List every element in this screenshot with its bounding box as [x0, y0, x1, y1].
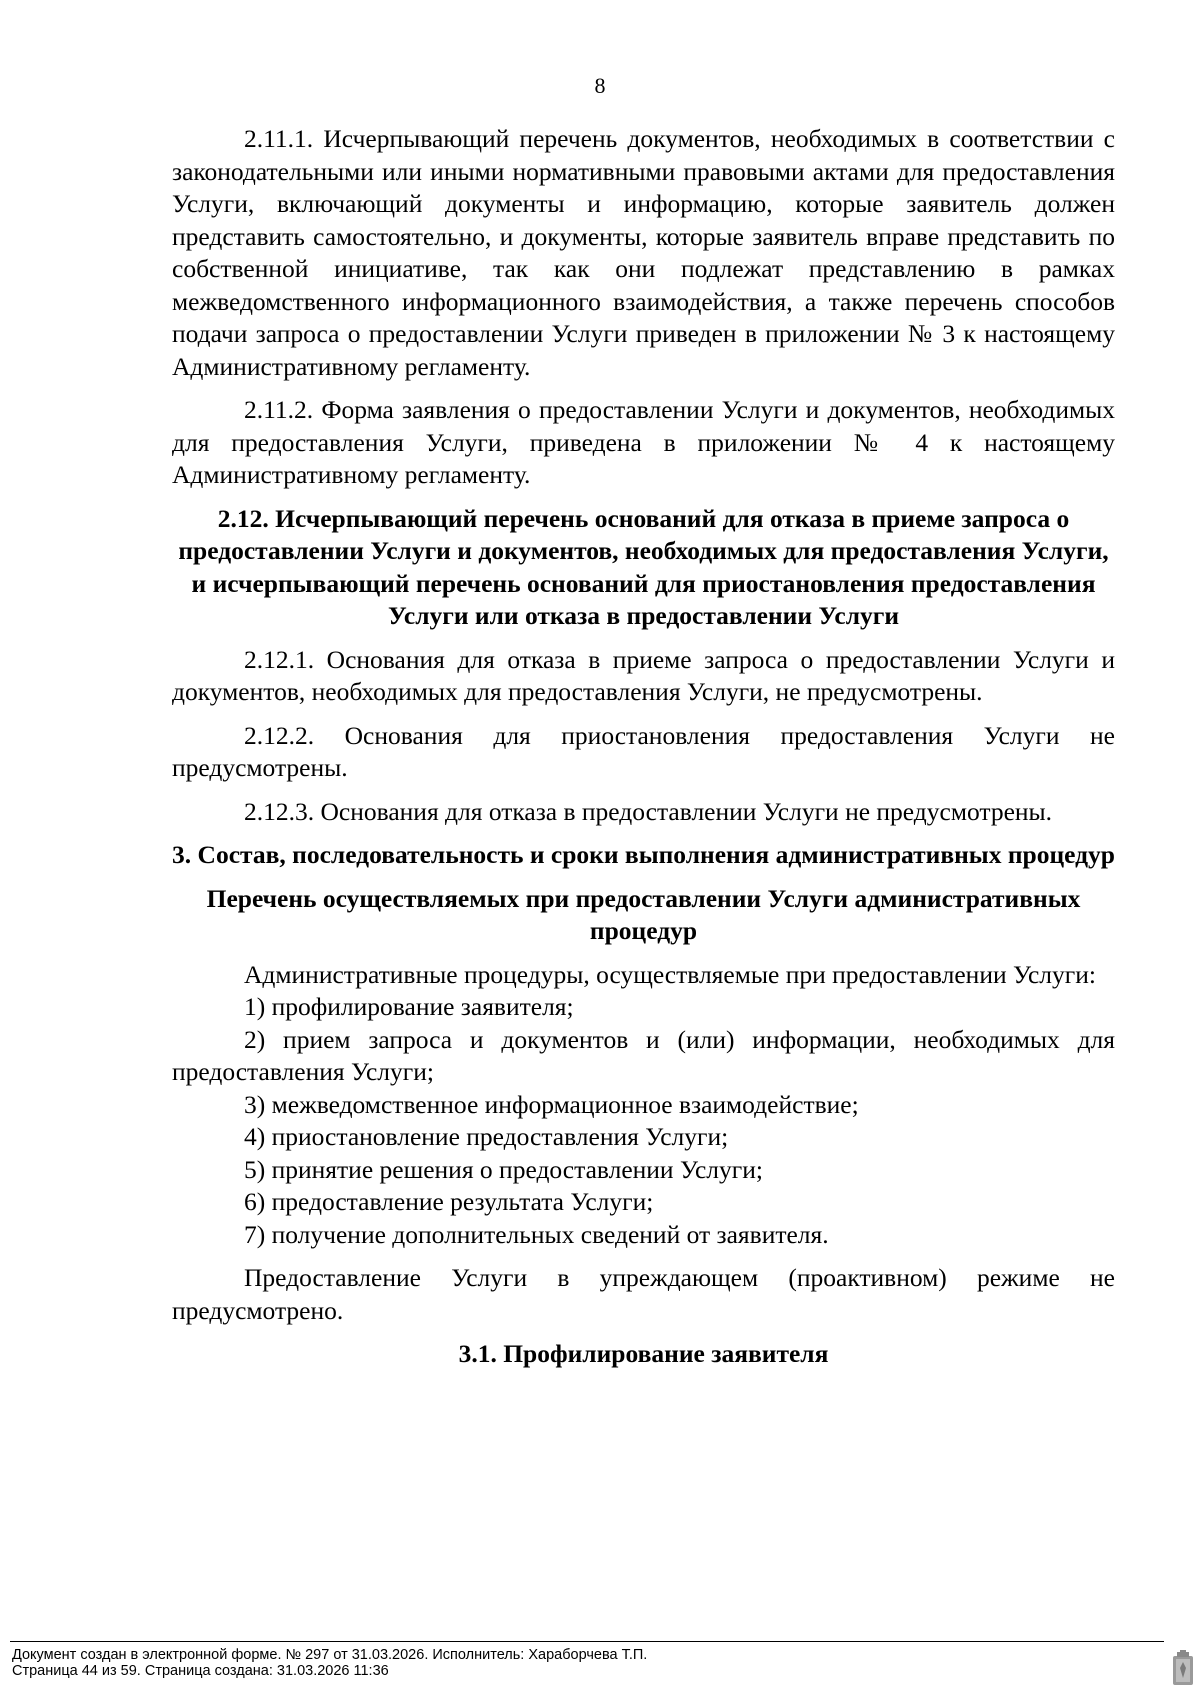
list-item: 2) прием запроса и документов и (или) информации, необходимых для предоставления Услуги;: [172, 1024, 1115, 1086]
paragraph-2-12-2: 2.12.2. Основания для приостановления предоставления Услуги не предусмотрены.: [172, 720, 1115, 782]
list-item: 3) межведомственное информационное взаимодействие;: [244, 1089, 859, 1119]
heading-procedures-list: Перечень осуществляемых при предоставлении Услуги административных процедур: [206, 883, 1081, 945]
list-item: 5) принятие решения о предоставлении Услуги;: [244, 1154, 763, 1184]
paragraph-2-12-3: 2.12.3. Основания для отказа в предоставлении Услуги не предусмотрены.: [244, 796, 1053, 826]
footer-line-2: Страница 44 из 59. Страница создана: 31.03.2026 11:36: [12, 1663, 389, 1679]
document-body: [172, 123, 1115, 1382]
footer-divider: [10, 1641, 1164, 1642]
procedures-list: [172, 991, 1115, 1251]
paragraph-2-11-1: 2.11.1. Исчерпывающий перечень документов, необходимых в соответствии с законодательными или иными нормативными правовыми актами для предоставления Услуги, включающий документы и информацию, которые заявитель должен представить самостоятельно, и документы, которые заявитель вправе представить по собственной инициативе, так как они подлежат представлению в рамках межведомственного информационного взаимодействия, а также перечень способов подачи запроса о предоставлении Услуги приведен в приложении № 3 к настоящему Административному регламенту.: [172, 124, 1115, 381]
heading-2-12: 2.12. Исчерпывающий перечень оснований для отказа в приеме запроса о предоставлении Услуги и документов, необходимых для предоставления Услуги, и исчерпывающий перечень оснований для приостановления предоставления Услуги или отказа в предоставлении Услуги: [178, 503, 1109, 630]
paragraph-2-12-1: 2.12.1. Основания для отказа в приеме запроса о предоставлении Услуги и документов, необходимых для предоставления Услуги, не предусмотрены.: [172, 644, 1115, 706]
footer-line-1: Документ создан в электронной форме. № 297 от 31.03.2026. Исполнитель: Хараборчева Т.П.: [12, 1647, 648, 1663]
list-item: 4) приостановление предоставления Услуги;: [244, 1122, 729, 1151]
page-number: 8: [594, 73, 606, 98]
list-item: 1) профилирование заявителя;: [244, 992, 574, 1021]
list-item: 7) получение дополнительных сведений от заявителя.: [244, 1219, 829, 1249]
paragraph-procedures-intro: Административные процедуры, осуществляемые при предоставлении Услуги:: [244, 959, 1096, 989]
list-item: 6) предоставление результата Услуги;: [244, 1187, 654, 1216]
coat-of-arms-icon: [1172, 1648, 1194, 1686]
footer: [12, 1647, 1152, 1679]
paragraph-proactive-mode: Предоставление Услуги в упреждающем (проактивном) режиме не предусмотрено.: [172, 1263, 1115, 1325]
heading-section-3: 3. Состав, последовательность и сроки выполнения административных процедур: [172, 840, 1115, 869]
heading-3-1: 3.1. Профилирование заявителя: [458, 1339, 829, 1368]
paragraph-2-11-2: 2.11.2. Форма заявления о предоставлении Услуги и документов, необходимых для предоставления Услуги, приведена в приложении № 4 к настоящему Административному регламенту.: [172, 395, 1115, 489]
